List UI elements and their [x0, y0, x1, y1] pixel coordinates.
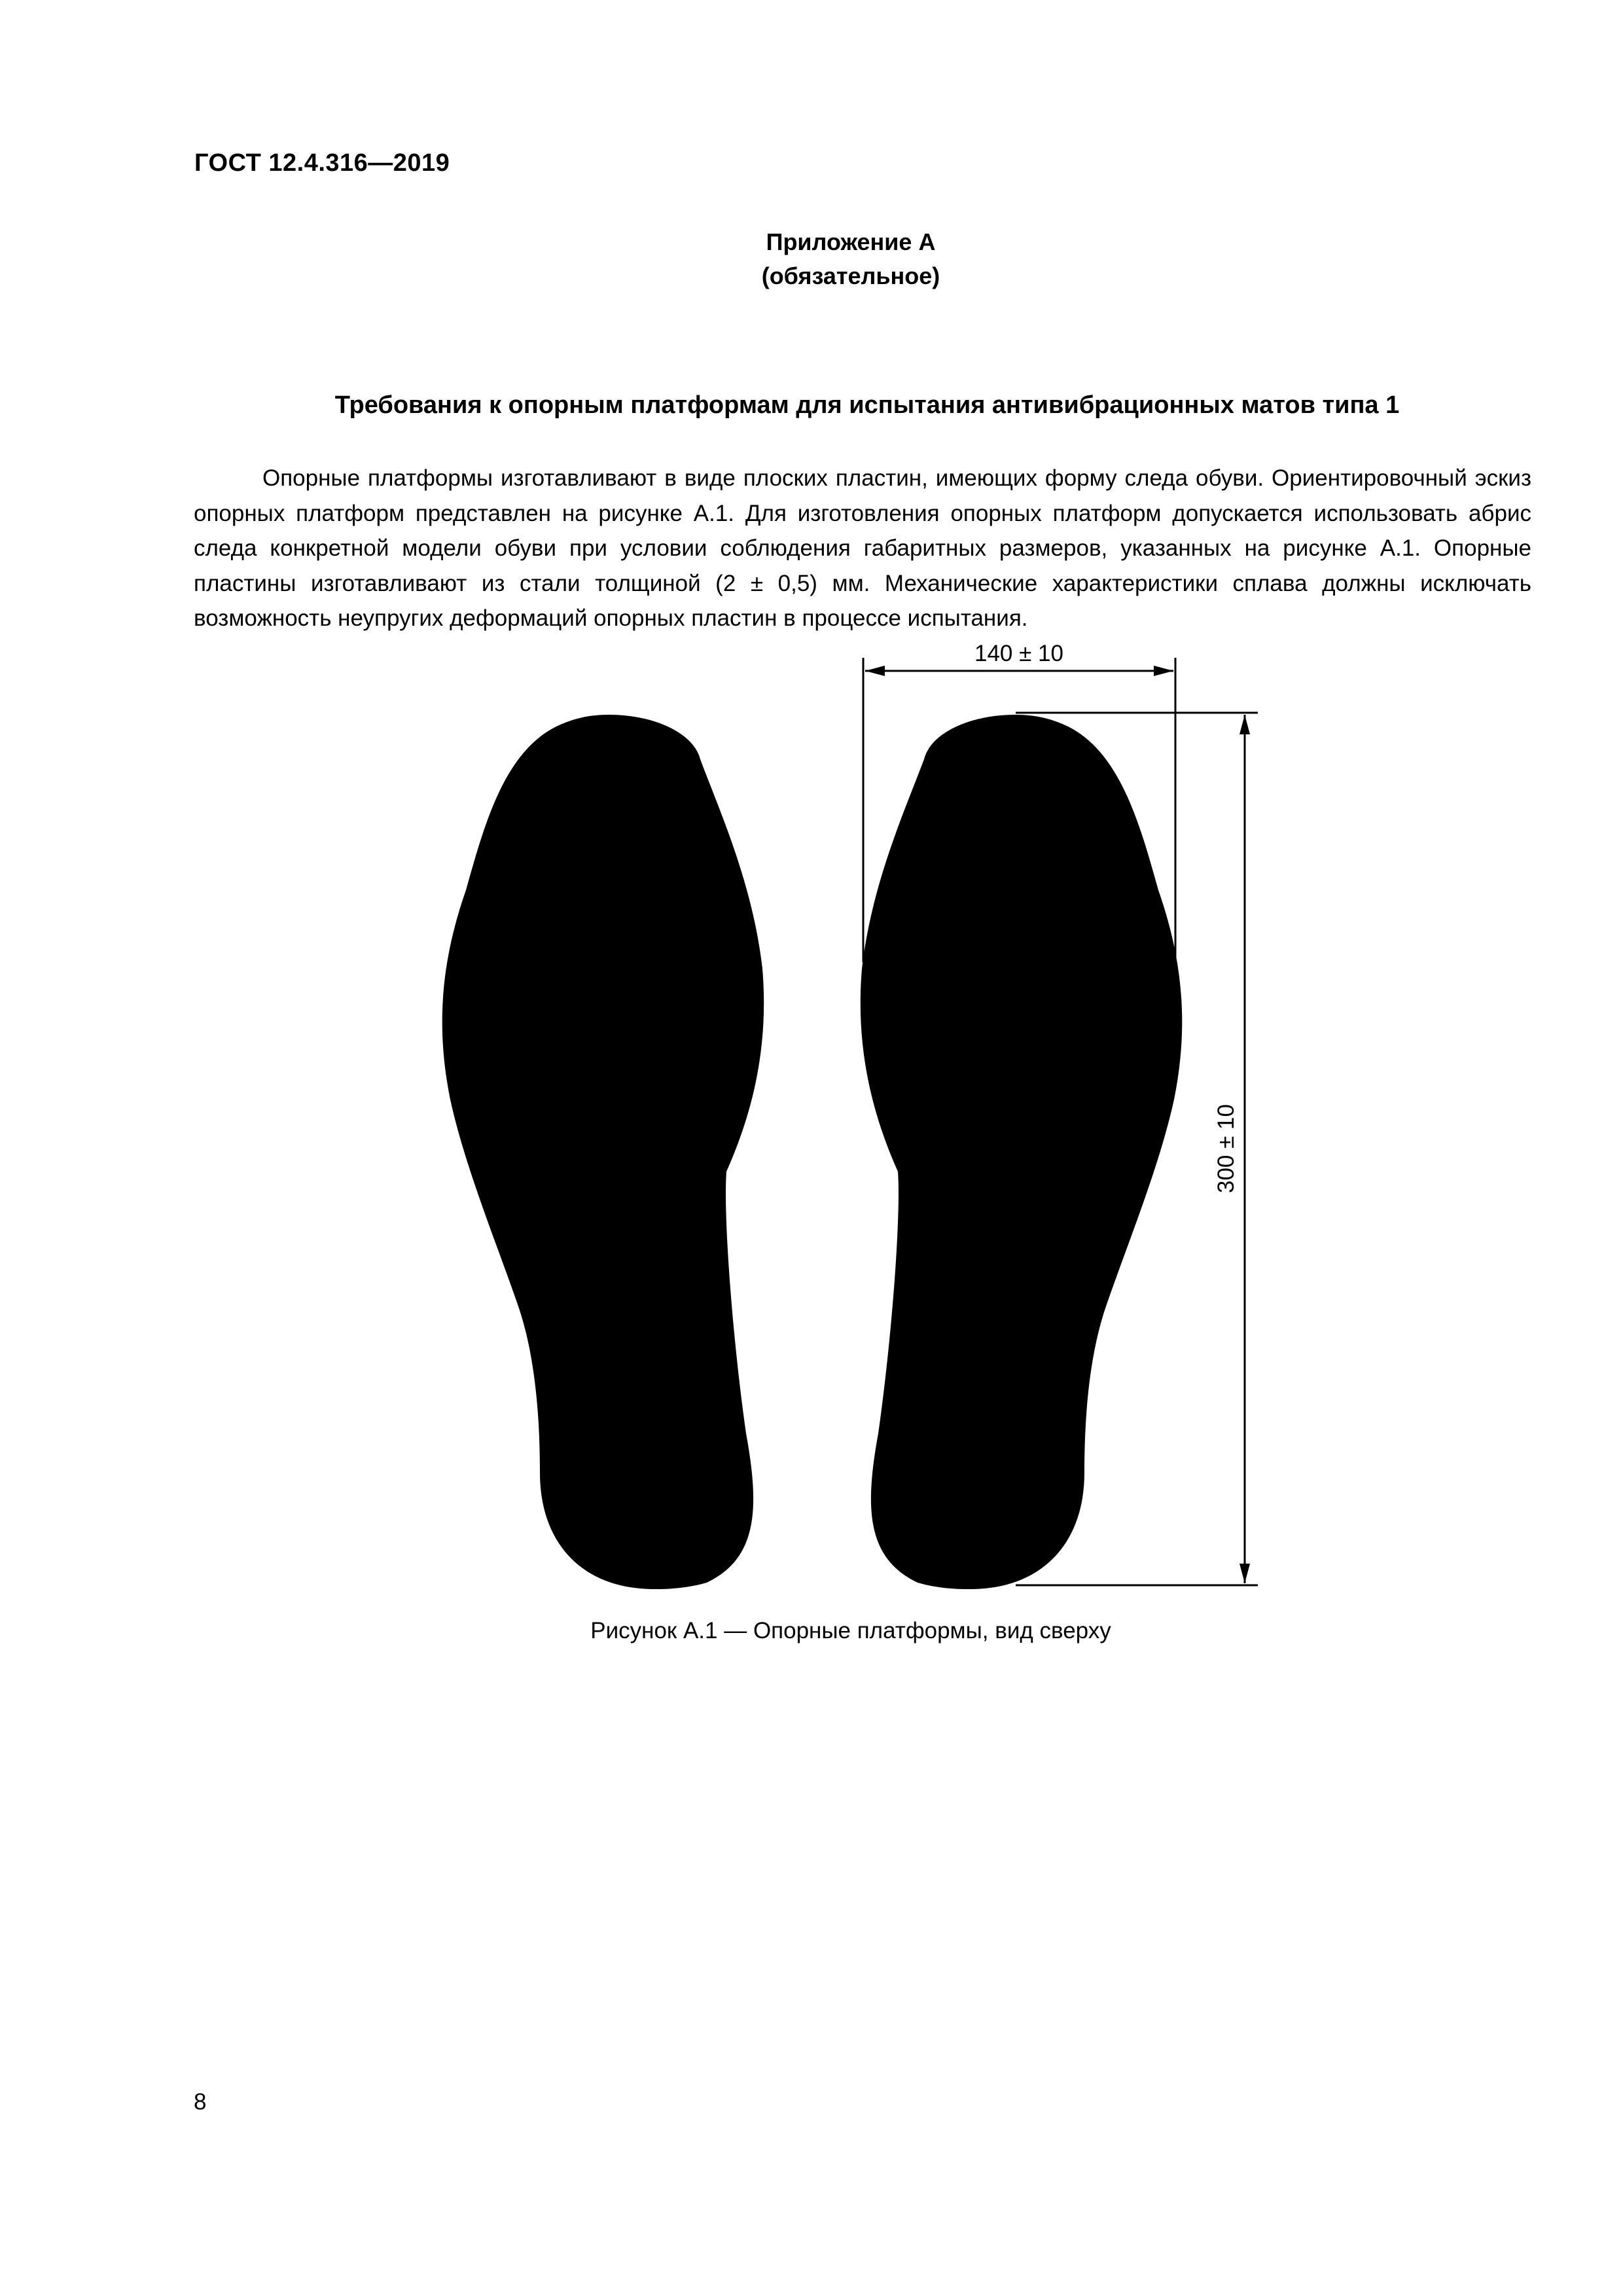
width-arrow-right	[1154, 666, 1173, 676]
width-arrow-left	[865, 666, 885, 676]
left-platform	[442, 715, 764, 1589]
annex-status: (обязательное)	[761, 262, 940, 289]
section-heading: Требования к опорным платформам для испытания антивибрационных матов типа 1	[334, 391, 1400, 419]
height-arrow-top	[1240, 715, 1250, 734]
annex-title: Приложение А	[766, 228, 936, 255]
width-dimension-label: 140 ± 10	[974, 641, 1063, 666]
right-platform	[861, 715, 1182, 1589]
figure-caption: Рисунок А.1 — Опорные платформы, вид сверху	[590, 1618, 1111, 1643]
height-arrow-bottom	[1240, 1564, 1250, 1583]
page-number: 8	[194, 2089, 207, 2115]
body-paragraph: Опорные платформы изготавливают в виде плоских пластин, имеющих форму следа обуви. Ориентировочный эскиз опорных платформ представлен на рисунке А.1. Для изготовления опорных платформ допускается использовать абрис следа конкретной модели обуви при условии соблюдения габаритных размеров, указанных на рисунке А.1. Опорные пластины изготавливают из стали толщиной (2 ± 0,5) мм. Механические характеристики сплава должны исключать возможность неупругих деформаций опорных пластин в процессе испытания.	[194, 465, 1531, 631]
document-header: ГОСТ 12.4.316—2019	[194, 149, 450, 177]
height-dimension-label: 300 ± 10	[1213, 1104, 1239, 1193]
